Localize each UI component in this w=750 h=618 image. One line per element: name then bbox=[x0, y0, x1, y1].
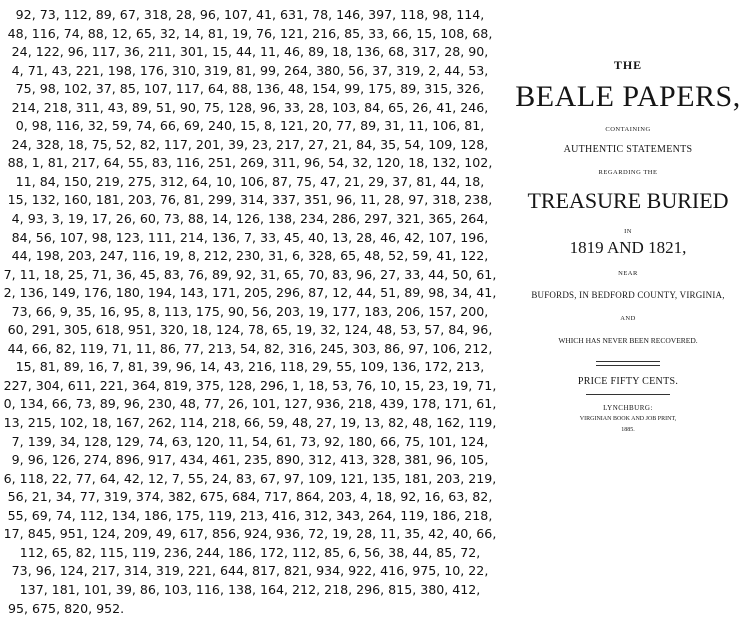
title-containing: CONTAINING bbox=[506, 126, 750, 133]
cipher-text-block bbox=[0, 6, 500, 618]
cipher-line: 56, 21, 34, 77, 319, 374, 382, 675, 684, 717, 864, 203, 4, 18, 92, 16, 63, 82, bbox=[0, 488, 500, 507]
title-treasure-buried: TREASURE BURIED bbox=[506, 188, 750, 214]
cipher-line: 88, 1, 81, 217, 64, 55, 83, 116, 251, 269, 311, 96, 54, 32, 120, 18, 132, 102, bbox=[0, 154, 500, 173]
cipher-line: 55, 69, 74, 112, 134, 186, 175, 119, 213, 416, 312, 343, 264, 119, 186, 218, bbox=[0, 507, 500, 526]
title-years: 1819 AND 1821, bbox=[506, 238, 750, 258]
cipher-line: 44, 198, 203, 247, 116, 19, 8, 212, 230, 31, 6, 328, 65, 48, 52, 59, 41, 122, bbox=[0, 247, 500, 266]
title-the: THE bbox=[506, 58, 750, 73]
title-regarding-the: REGARDING THE bbox=[506, 169, 750, 176]
cipher-line: 92, 73, 112, 89, 67, 318, 28, 96, 107, 41, 631, 78, 146, 397, 118, 98, 114, bbox=[0, 6, 500, 25]
cipher-line: 15, 81, 89, 16, 7, 81, 39, 96, 14, 43, 216, 118, 29, 55, 109, 136, 172, 213, bbox=[0, 358, 500, 377]
cipher-line: 75, 98, 102, 37, 85, 107, 117, 64, 88, 136, 48, 154, 99, 175, 89, 315, 326, bbox=[0, 80, 500, 99]
cipher-line: 112, 65, 82, 115, 119, 236, 244, 186, 172, 112, 85, 6, 56, 38, 44, 85, 72, bbox=[0, 544, 500, 563]
cipher-line: 137, 181, 101, 39, 86, 103, 116, 138, 164, 212, 218, 296, 815, 380, 412, bbox=[0, 581, 500, 600]
cipher-line: 24, 122, 96, 117, 36, 211, 301, 15, 44, 11, 46, 89, 18, 136, 68, 317, 28, 90, bbox=[0, 43, 500, 62]
title-never-recovered: WHICH HAS NEVER BEEN RECOVERED. bbox=[506, 336, 750, 345]
cipher-line: 60, 291, 305, 618, 951, 320, 18, 124, 78, 65, 19, 32, 124, 48, 53, 57, 84, 96, bbox=[0, 321, 500, 340]
title-page bbox=[506, 0, 750, 500]
title-authentic-statements: AUTHENTIC STATEMENTS bbox=[506, 144, 750, 155]
cipher-line: 7, 11, 18, 25, 71, 36, 45, 83, 76, 89, 92, 31, 65, 70, 83, 96, 27, 33, 44, 50, 61, bbox=[0, 266, 500, 285]
cipher-line: 11, 84, 150, 219, 275, 312, 64, 10, 106, 87, 75, 47, 21, 29, 37, 81, 44, 18, bbox=[0, 173, 500, 192]
cipher-line: 0, 134, 66, 73, 89, 96, 230, 48, 77, 26, 101, 127, 936, 218, 439, 178, 171, 61, bbox=[0, 395, 500, 414]
divider-rule bbox=[596, 361, 660, 362]
cipher-line: 7, 139, 34, 128, 129, 74, 63, 120, 11, 54, 61, 73, 92, 180, 66, 75, 101, 124, bbox=[0, 433, 500, 452]
cipher-line: 4, 93, 3, 19, 17, 26, 60, 73, 88, 14, 126, 138, 234, 286, 297, 321, 365, 264, bbox=[0, 210, 500, 229]
imprint-city: LYNCHBURG: bbox=[506, 404, 750, 412]
cipher-line: 44, 66, 82, 119, 71, 11, 86, 77, 213, 54, 82, 316, 245, 303, 86, 97, 106, 212, bbox=[0, 340, 500, 359]
title-beale-papers: BEALE PAPERS, bbox=[506, 80, 750, 114]
cipher-line: 95, 675, 820, 952. bbox=[0, 600, 500, 618]
title-price: PRICE FIFTY CENTS. bbox=[506, 376, 750, 387]
imprint-printer: VIRGINIAN BOOK AND JOB PRINT, bbox=[506, 416, 750, 422]
cipher-line: 73, 66, 9, 35, 16, 95, 8, 113, 175, 90, 56, 203, 19, 177, 183, 206, 157, 200, bbox=[0, 303, 500, 322]
cipher-line: 6, 118, 22, 77, 64, 42, 12, 7, 55, 24, 83, 67, 97, 109, 121, 135, 181, 203, 219, bbox=[0, 470, 500, 489]
cipher-line: 73, 96, 124, 217, 314, 319, 221, 644, 817, 821, 934, 922, 416, 975, 10, 22, bbox=[0, 562, 500, 581]
cipher-line: 84, 56, 107, 98, 123, 111, 214, 136, 7, 33, 45, 40, 13, 28, 46, 42, 107, 196, bbox=[0, 229, 500, 248]
divider-rule bbox=[586, 394, 670, 395]
cipher-line: 214, 218, 311, 43, 89, 51, 90, 75, 128, 96, 33, 28, 103, 84, 65, 26, 41, 246, bbox=[0, 99, 500, 118]
cipher-line: 15, 132, 160, 181, 203, 76, 81, 299, 314, 337, 351, 96, 11, 28, 97, 318, 238, bbox=[0, 191, 500, 210]
cipher-line: 0, 98, 116, 32, 59, 74, 66, 69, 240, 15, 8, 121, 20, 77, 89, 31, 11, 106, 81, bbox=[0, 117, 500, 136]
cipher-line: 13, 215, 102, 18, 167, 262, 114, 218, 66, 59, 48, 27, 19, 13, 82, 48, 162, 119, bbox=[0, 414, 500, 433]
cipher-line: 24, 328, 18, 75, 52, 82, 117, 201, 39, 23, 217, 27, 21, 84, 35, 54, 109, 128, bbox=[0, 136, 500, 155]
cipher-line: 227, 304, 611, 221, 364, 819, 375, 128, 296, 1, 18, 53, 76, 10, 15, 23, 19, 71, bbox=[0, 377, 500, 396]
title-and: AND bbox=[506, 315, 750, 322]
cipher-line: 4, 71, 43, 221, 198, 176, 310, 319, 81, 99, 264, 380, 56, 37, 319, 2, 44, 53, bbox=[0, 62, 500, 81]
cipher-line: 48, 116, 74, 88, 12, 65, 32, 14, 81, 19, 76, 121, 216, 85, 33, 66, 15, 108, 68, bbox=[0, 25, 500, 44]
divider-rule bbox=[596, 365, 660, 366]
title-location: BUFORDS, IN BEDFORD COUNTY, VIRGINIA, bbox=[506, 290, 750, 300]
cipher-line: 17, 845, 951, 124, 209, 49, 617, 856, 924, 936, 72, 19, 28, 11, 35, 42, 40, 66, bbox=[0, 525, 500, 544]
cipher-line: 2, 136, 149, 176, 180, 194, 143, 171, 205, 296, 87, 12, 44, 51, 89, 98, 34, 41, bbox=[0, 284, 500, 303]
cipher-line: 9, 96, 126, 274, 896, 917, 434, 461, 235, 890, 312, 413, 328, 381, 96, 105, bbox=[0, 451, 500, 470]
imprint-year: 1885. bbox=[506, 427, 750, 433]
title-in: IN bbox=[506, 228, 750, 235]
title-near: NEAR bbox=[506, 270, 750, 277]
